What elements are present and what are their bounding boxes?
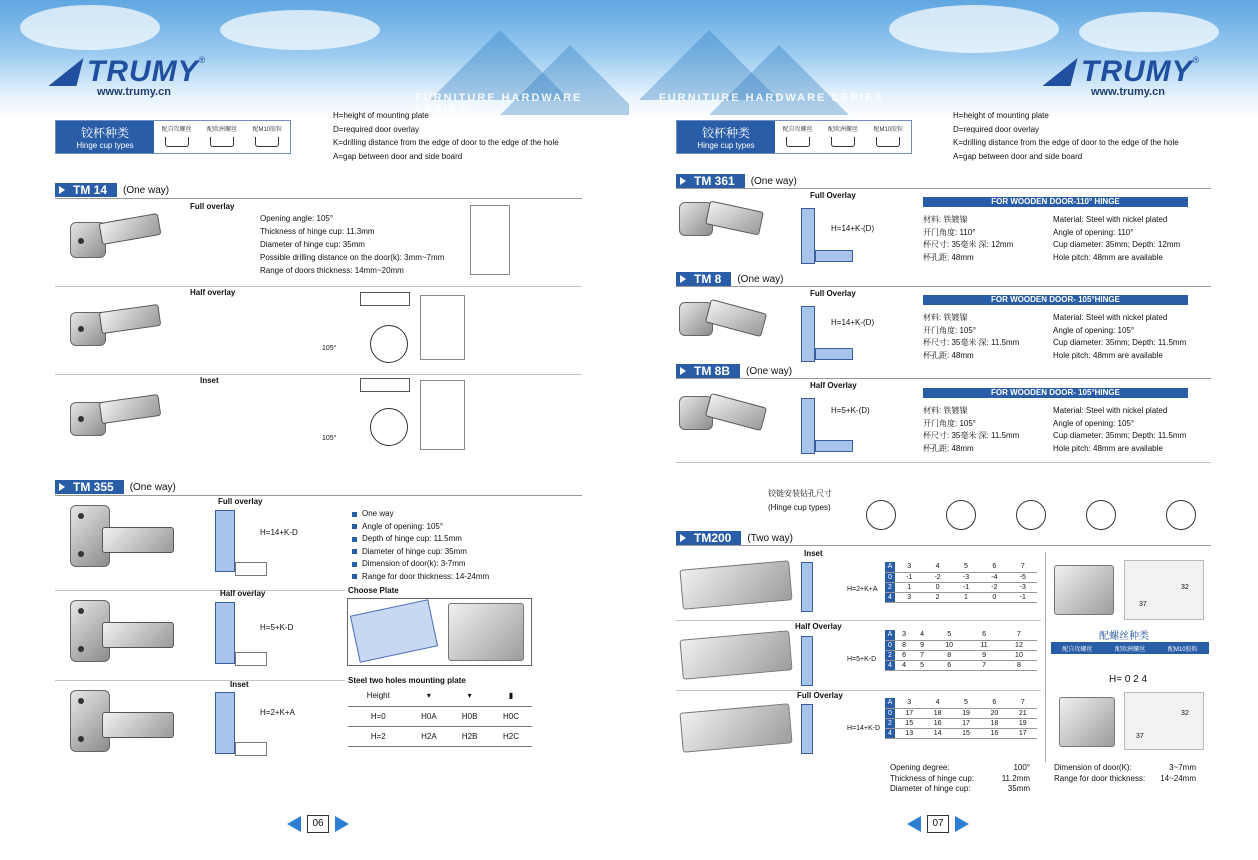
tm361-bar: FOR WOODEN DOOR-110° HINGE bbox=[923, 197, 1188, 207]
tm14-half-drawing bbox=[420, 295, 465, 360]
tm355-inset-title: Inset bbox=[230, 680, 249, 689]
cup-icon bbox=[165, 137, 189, 147]
tm361-photo bbox=[679, 192, 769, 252]
tm200-half-photo bbox=[679, 630, 792, 679]
cup-option: 配自攻螺丝 bbox=[154, 121, 199, 153]
prev-page-icon[interactable] bbox=[287, 816, 301, 832]
tm361-en: Material: Steel with nickel plated Angle of opening: 110° Cup diameter: 35mm; Depth: 12mm Hole pitch: 48mm are available bbox=[1053, 215, 1181, 262]
series-title: FURNITURE HARDWARE SERIES bbox=[415, 92, 583, 116]
tm361-header: TM 361 (One way) bbox=[676, 174, 797, 188]
tm8b-header: TM 8B (One way) bbox=[676, 364, 792, 378]
tm355-header bbox=[55, 480, 176, 494]
brand-url: www.trumy.cn bbox=[97, 86, 171, 98]
tm8-header: TM 8 (One way) bbox=[676, 272, 783, 286]
tm14-inset-drawing bbox=[420, 380, 465, 450]
tm8b-photo bbox=[679, 386, 774, 446]
tm355-half-diagram bbox=[215, 602, 235, 664]
tm355-tag: TM 355 bbox=[55, 480, 124, 494]
cup-option: 配欧洲螺丝 bbox=[199, 121, 244, 153]
tm14-tag: TM 14 bbox=[55, 183, 117, 197]
tm200-header: TM200 (Two way) bbox=[676, 531, 793, 545]
choose-plate-title: Choose Plate bbox=[348, 586, 399, 595]
tm355-half-title: Half overlay bbox=[220, 589, 266, 598]
tm14-sub: (One way) bbox=[123, 184, 170, 196]
tm14-full-title: Full overlay bbox=[190, 202, 235, 211]
tm200-foot-right: Dimension of door(K): 3~7mm Range for door thickness: 14~24mm bbox=[1054, 763, 1196, 783]
bird-logo-icon bbox=[48, 58, 89, 86]
plate-table: Height ▾ ▾ ▮ H=0 H0A H0B H0C H=2 H2A H2B H2C bbox=[348, 686, 532, 747]
cup-circle bbox=[370, 325, 408, 363]
tm355-inset-formula: H=2+K+A bbox=[260, 708, 295, 717]
definitions: H=height of mounting plate D=required door overlay K=drilling distance from the edge of door to the edge of the hole A=gap between door and side board bbox=[953, 111, 1179, 161]
trumy-logo bbox=[1049, 55, 1199, 98]
choose-plate-box bbox=[347, 598, 532, 666]
series-title: FURNITURE HARDWARE SERIES bbox=[659, 92, 884, 104]
h-values: H= 0 2 4 bbox=[1109, 674, 1148, 685]
tm14-inset-title: Inset bbox=[200, 376, 219, 385]
angle-label: 105° bbox=[322, 345, 337, 352]
tm355-inset-photo bbox=[70, 690, 180, 760]
tm14-half-title: Half overlay bbox=[190, 288, 236, 297]
mount-plate-drawing bbox=[1124, 560, 1204, 620]
tm14-inset-photo bbox=[70, 388, 170, 448]
cup-types-box: 铰杯种类 Hinge cup types 配自攻螺丝 配欧洲螺丝 配M10胶粒 bbox=[676, 120, 912, 154]
cup-types-box bbox=[55, 120, 291, 154]
cup-icon bbox=[255, 137, 279, 147]
tm355-specs: One way Angle of opening: 105° Depth of hinge cup: 11.5mm Diameter of hinge cup: 35mm Dimension of door(k): 3-7mm Range for door thickness: 14-24mm bbox=[352, 508, 489, 583]
mount-plate-drawing-2 bbox=[1124, 692, 1204, 750]
page-number: 07 bbox=[927, 815, 949, 833]
tm14-full-drawing bbox=[470, 205, 510, 275]
tm355-full-title: Full overlay bbox=[218, 497, 263, 506]
page-number: 06 bbox=[307, 815, 329, 833]
cup-types-zh: 铰杯种类 bbox=[80, 126, 129, 140]
tm14-specs: Opening angle: 105° Thickness of hinge cup: 11.3mm Diameter of hinge cup: 35mm Possible drilling distance on the door(k): 3mm~7mm Range of doors thickness: 14mm~20mm bbox=[260, 214, 445, 275]
tm355-inset-diagram bbox=[215, 692, 235, 754]
tm200-full-grid: A 3 4 5 6 7 0 17 18 19 20 21 2 15 16 17 18 19 4 13 14 15 16 17 bbox=[885, 698, 1037, 739]
tm200-inset-photo bbox=[679, 560, 792, 609]
registered-mark: ® bbox=[1192, 55, 1200, 65]
tm355-full-photo bbox=[70, 505, 180, 575]
registered-mark: ® bbox=[198, 55, 206, 65]
tm200-full-photo bbox=[679, 703, 792, 752]
prev-page-icon[interactable] bbox=[907, 816, 921, 832]
tm355-sub: (One way) bbox=[129, 481, 176, 493]
tm200-foot-left: Opening degree: 100° Thickness of hinge cup: 11.2mm Diameter of hinge cup: 35mm bbox=[890, 763, 1030, 793]
page-navigation-left bbox=[287, 815, 349, 833]
screws-title: 配螺丝种类 bbox=[1099, 631, 1149, 642]
cup-option: 配M10胶粒 bbox=[245, 121, 290, 153]
definitions: H=height of mounting plate D=required door overlay K=drilling distance from the edge of door to the edge of the hole A=gap between door and side board bbox=[333, 111, 559, 161]
brand-name: TRUMY bbox=[1081, 55, 1193, 88]
cup-icon bbox=[876, 137, 900, 147]
tm8-photo bbox=[679, 292, 774, 352]
angle-label: 105° bbox=[322, 435, 337, 442]
trumy-logo bbox=[55, 55, 205, 98]
tm14-full-photo bbox=[70, 210, 170, 270]
tm14-inset-drawing-top bbox=[360, 378, 410, 392]
brand-name: TRUMY bbox=[87, 55, 199, 88]
screws-bar: 配自攻螺丝 配欧洲螺丝 配M10胶粒 bbox=[1051, 642, 1209, 654]
tm200-half-grid: A 3 4 5 6 7 0 8 9 10 11 12 2 6 7 8 9 10 4 4 5 6 7 8 bbox=[885, 630, 1037, 671]
page-navigation-right bbox=[907, 815, 969, 833]
plate-table-title: Steel two holes mounting plate bbox=[348, 676, 466, 685]
cup-circle bbox=[370, 408, 408, 446]
brand-url: www.trumy.cn bbox=[1091, 86, 1165, 98]
mount-plate-photo bbox=[1054, 565, 1114, 615]
tm355-half-photo bbox=[70, 600, 180, 670]
page-07: FURNITURE HARDWARE SERIES TRUMY ® www.trumy.cn 铰杯种类 Hinge cup types 配自攻螺丝 配欧洲螺丝 配M10胶粒 H=height of mounting plate D=required door overlay K=drilling distance from the edge of door to the edge of the hole A=gap between door and side board TM 361 (One way) Full Overlay H=14+K-(D) FOR WOODEN DOOR-110° HINGE 材料: 铁镀镍 开门角度: 110° 杯尺寸: 35毫米 深: 12mm 杯孔距: 48mm Material: Steel with nickel plated Angle of opening: 110° Cup diameter: 35mm; Depth: 12mm Hole pitch: 48mm are available TM 8 (One way) Full Overlay H=14+K-(D) FOR WOODEN DOOR- 105°HINGE 材料: 铁镀镍 开门角度: 105° 杯尺寸: 35毫米 深: 11.5mm 杯孔距: 48mm Material: Steel with nickel plated Angle of opening: 105° Cup diameter: 35mm; Depth: 11.5mm Hole pitch: 48mm are available TM 8B (One way) Half Overlay H=5+K-(D) FOR WOODEN DOOR- 105°HINGE 材料: 铁镀镍 开门角度: 105° 杯尺寸: 35毫米 深: 11.5mm 杯孔距: 48mm Material: Steel with nickel plated Angle of opening: 105° Cup diameter: 35mm; Depth: 11.5mm Hole pitch: 48mm are available 铰链安装钻孔尺寸 (Hinge cup types) TM200 (Two way) Inset H=2+K+A A 3 4 5 6 7 0 -1 -2 -3 -4 -5 2 1 0 -1 -2 -3 4 3 2 1 0 -1 Half Overlay H=5+K-D A 3 4 5 6 7 0 8 9 10 11 12 2 6 7 8 9 10 4 4 5 6 7 8 Full Overlay H=14+K-D A 3 4 5 6 7 0 17 18 19 20 21 2 15 16 17 18 19 4 13 14 15 16 17 37 32 配螺丝种类 配自攻螺丝 配欧洲螺丝 配M10胶粒 H= 0 2 4 37 32 Opening degree: 100° Thickness of hinge cup: 11.2mm Diameter of hinge cup: 35mm Dimension of door(K): 3~7mm Range for door thickness: 14~24mm 07 bbox=[629, 0, 1258, 860]
cup-icon bbox=[210, 137, 234, 147]
mount-plate-photo-2 bbox=[1059, 697, 1115, 747]
tm14-half-drawing-top bbox=[360, 292, 410, 306]
next-page-icon[interactable] bbox=[335, 816, 349, 832]
tm200-inset-grid: A 3 4 5 6 7 0 -1 -2 -3 -4 -5 2 1 0 -1 -2 -3 4 3 2 1 0 -1 bbox=[885, 562, 1037, 603]
tm355-full-diagram bbox=[215, 510, 235, 572]
tm355-full-formula: H=14+K-D bbox=[260, 528, 298, 537]
tm355-half-formula: H=5+K-D bbox=[260, 623, 294, 632]
tm14-header bbox=[55, 183, 169, 197]
next-page-icon[interactable] bbox=[955, 816, 969, 832]
bird-logo-icon bbox=[1042, 58, 1083, 86]
cup-icon bbox=[786, 137, 810, 147]
cup-types-en: Hinge cup types bbox=[76, 141, 134, 150]
tm14-half-photo bbox=[70, 298, 170, 358]
cup-icon bbox=[831, 137, 855, 147]
tm361-zh: 材料: 铁镀镍 开门角度: 110° 杯尺寸: 35毫米 深: 12mm 杯孔距: 48mm bbox=[923, 215, 1014, 262]
